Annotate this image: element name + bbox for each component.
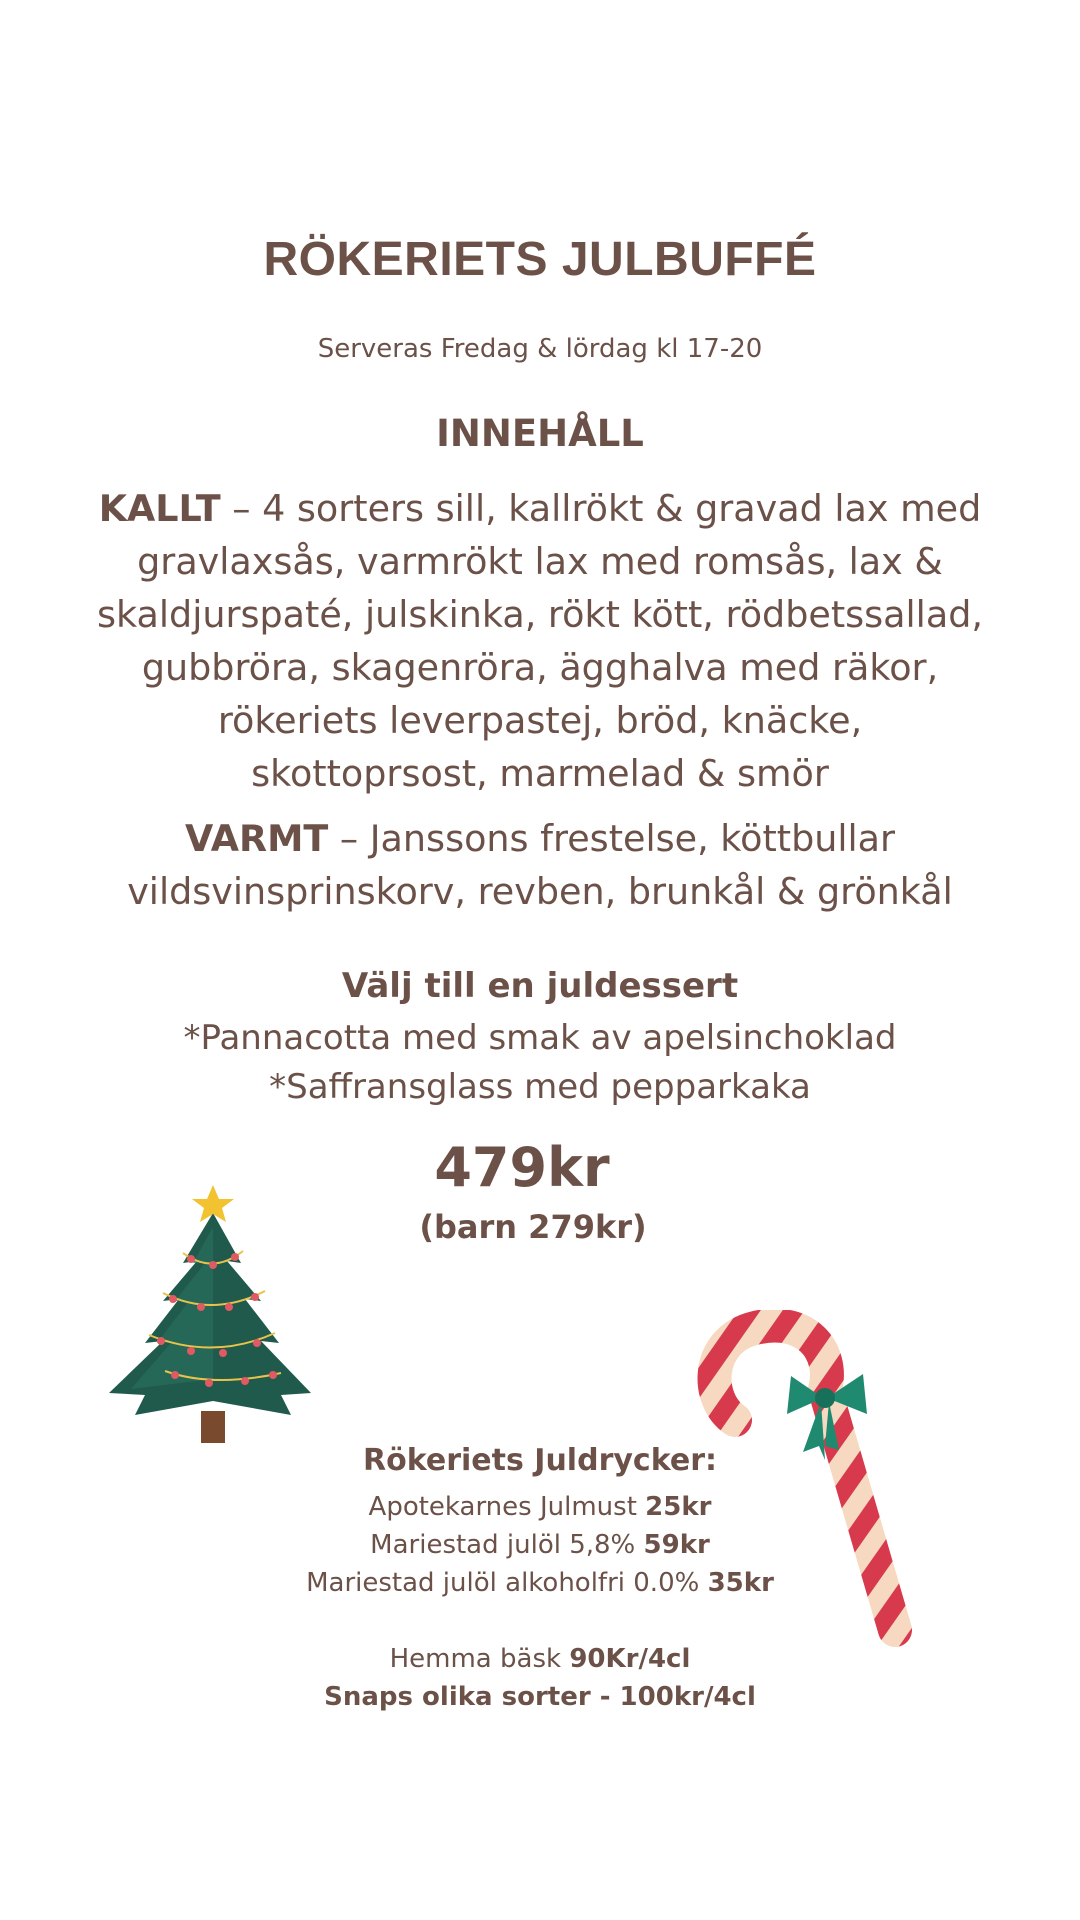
drink-price: 25kr bbox=[645, 1492, 712, 1522]
warm-line-2: vildsvinsprinskorv, revben, brunkål & grönkål bbox=[127, 870, 953, 913]
drink-item bbox=[0, 1564, 1080, 1602]
warm-label: VARMT bbox=[184, 817, 329, 860]
drink-name: Mariestad julöl alkoholfri 0.0% bbox=[306, 1568, 708, 1598]
warm-text-1: – Janssons frestelse, köttbullar bbox=[328, 817, 896, 860]
drink-price: 59kr bbox=[643, 1530, 710, 1560]
cold-line-6: skottoprsost, marmelad & smör bbox=[251, 752, 829, 795]
cold-line-2: gravlaxsås, varmrökt lax med romsås, lax & bbox=[137, 540, 943, 583]
dessert-option-2: *Saffransglass med pepparkaka bbox=[269, 1067, 811, 1107]
snaps-text: Snaps olika sorter - 100kr/4cl bbox=[324, 1682, 756, 1712]
dessert-heading: Välj till en juldessert bbox=[341, 966, 739, 1006]
dessert-option-1: *Pannacotta med smak av apelsinchoklad bbox=[183, 1018, 897, 1058]
cold-line-3: skaldjurspaté, julskinka, rökt kött, rödbetssallad, bbox=[97, 593, 983, 636]
bask-item bbox=[0, 1640, 1080, 1678]
serving-times: Serveras Fredag & lördag kl 17-20 bbox=[317, 334, 763, 364]
drink-price: 35kr bbox=[707, 1568, 774, 1598]
dessert-options bbox=[0, 1014, 1080, 1112]
cold-label: KALLT bbox=[98, 487, 221, 530]
cold-dishes bbox=[0, 482, 1080, 800]
christmas-tree-icon bbox=[105, 1183, 315, 1445]
spirits-list bbox=[0, 1640, 1080, 1716]
cold-line-1 bbox=[0, 482, 1080, 535]
snaps-item bbox=[0, 1678, 1080, 1716]
drink-item bbox=[0, 1488, 1080, 1526]
cold-line-4: gubbröra, skagenröra, ägghalva med räkor, bbox=[141, 646, 939, 689]
drink-name: Mariestad julöl 5,8% bbox=[370, 1530, 644, 1560]
cold-text-1: – 4 sorters sill, kallrökt & gravad lax med bbox=[220, 487, 982, 530]
bask-label: Hemma bäsk bbox=[389, 1644, 570, 1674]
contents-heading: INNEHÅLL bbox=[436, 412, 644, 455]
cold-line-5: rökeriets leverpastej, bröd, knäcke, bbox=[217, 699, 863, 742]
child-price: (barn 279kr) bbox=[419, 1208, 647, 1246]
warm-line-1 bbox=[0, 812, 1080, 865]
adult-price: 479kr bbox=[434, 1136, 610, 1199]
drinks-list bbox=[0, 1488, 1080, 1602]
bask-price: 90Kr/4cl bbox=[569, 1644, 691, 1674]
candy-cane-icon bbox=[695, 1310, 915, 1650]
page-title: RÖKERIETS JULBUFFÉ bbox=[263, 233, 817, 286]
warm-dishes bbox=[0, 812, 1080, 918]
drink-name: Apotekarnes Julmust bbox=[368, 1492, 646, 1522]
drink-item bbox=[0, 1526, 1080, 1564]
drinks-heading: Rökeriets Juldrycker: bbox=[363, 1443, 717, 1478]
